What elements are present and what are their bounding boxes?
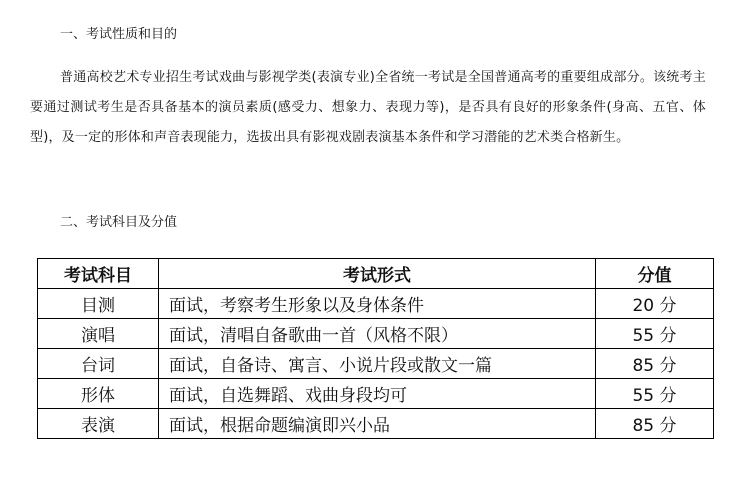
- subject-cell: 演唱: [38, 319, 159, 349]
- header-subject: 考试科目: [38, 259, 159, 289]
- header-score: 分值: [596, 259, 714, 289]
- section-heading-subjects: 二、考试科目及分值: [60, 215, 178, 230]
- format-cell: 面试，清唱自备歌曲一首（风格不限）: [159, 319, 596, 349]
- table-row: [38, 319, 714, 349]
- subject-cell: 目测: [38, 289, 159, 319]
- score-cell: 55 分: [596, 319, 714, 349]
- table-row: [38, 379, 714, 409]
- format-cell: 面试，自选舞蹈、戏曲身段均可: [159, 379, 596, 409]
- score-cell: 85 分: [596, 349, 714, 379]
- format-cell: 面试，自备诗、寓言、小说片段或散文一篇: [159, 349, 596, 379]
- subject-cell: 台词: [38, 349, 159, 379]
- table-row: [38, 409, 714, 439]
- score-cell: 55 分: [596, 379, 714, 409]
- purpose-paragraph: 普通高校艺术专业招生考试戏曲与影视学类(表演专业)全省统一考试是全国普通高考的重要组成部分。该统考主要通过测试考生是否具备基本的演员素质(感受力、想象力、表现力等)，是否具有良好的形象条件(身高、五官、体型)，及一定的形体和声音表现能力，选拔出具有影视戏剧表演基本条件和学习潜能的艺术类合格新生。: [30, 70, 706, 145]
- score-cell: 20 分: [596, 289, 714, 319]
- table-row: [38, 289, 714, 319]
- table-row: [38, 349, 714, 379]
- table-header-row: [38, 259, 714, 289]
- section-heading-purpose: 一、考试性质和目的: [60, 27, 178, 42]
- format-cell: 面试，根据命题编演即兴小品: [159, 409, 596, 439]
- subject-cell: 表演: [38, 409, 159, 439]
- subject-cell: 形体: [38, 379, 159, 409]
- header-format: 考试形式: [159, 259, 596, 289]
- score-cell: 85 分: [596, 409, 714, 439]
- subjects-score-table: [37, 258, 714, 439]
- format-cell: 面试，考察考生形象以及身体条件: [159, 289, 596, 319]
